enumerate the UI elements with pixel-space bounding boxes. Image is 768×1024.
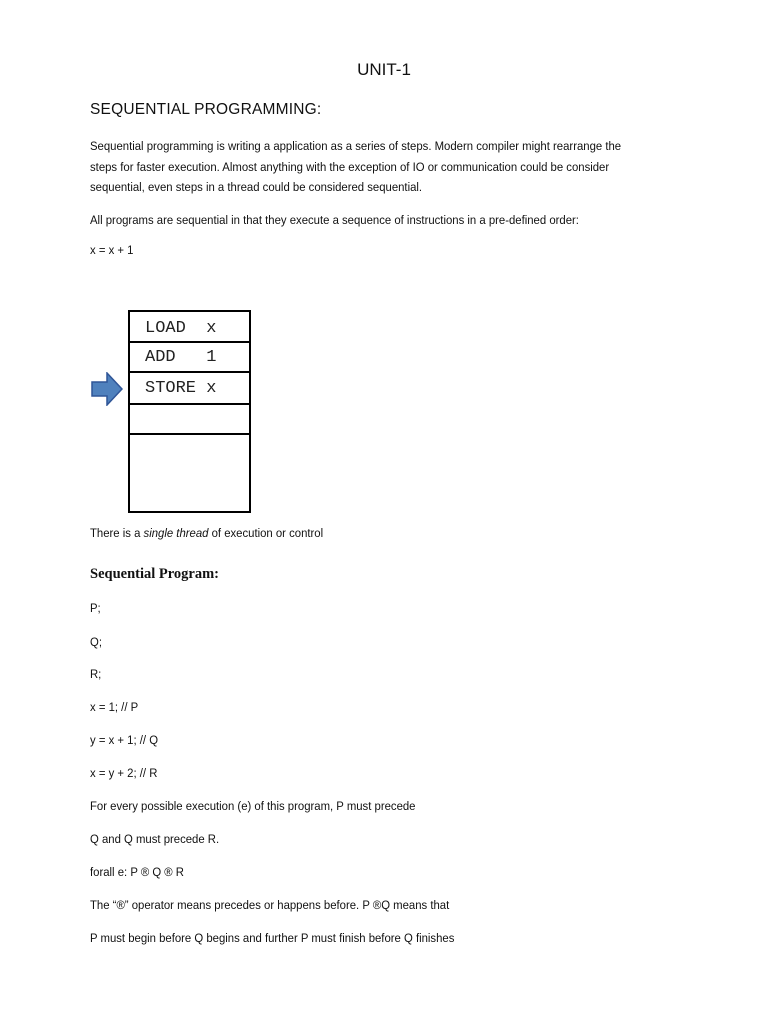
code-line: x = y + 2; // R: [90, 766, 158, 780]
thread-text-after: of execution or control: [208, 526, 324, 540]
thread-emphasis: single thread: [143, 526, 209, 540]
page-title: UNIT-1: [357, 60, 411, 79]
thread-sentence: [90, 526, 323, 540]
stack-row-store: STORE x: [130, 373, 249, 405]
stack-row-load: LOAD x: [130, 312, 249, 343]
code-line: Q;: [90, 635, 102, 649]
code-line: y = x + 1; // Q: [90, 733, 159, 747]
code-line: P;: [90, 601, 101, 615]
thread-text-before: There is a: [90, 526, 144, 540]
right-arrow-icon: [91, 372, 123, 406]
text-line: For every possible execution (e) of this program, P must precede: [90, 799, 416, 813]
code-line: R;: [90, 667, 102, 681]
programs-paragraph: All programs are sequential in that they execute a sequence of instructions in a pre-defined order:: [90, 213, 579, 227]
instruction-stack: [128, 310, 251, 513]
text-line: The “®” operator means precedes or happens before. P ®Q means that: [90, 898, 450, 912]
code-line: x = 1; // P: [90, 700, 139, 714]
program-heading: Sequential Program:: [90, 566, 220, 582]
text-line: Q and Q must precede R.: [90, 832, 220, 846]
text-line: P must begin before Q begins and further P must finish before Q finishes: [90, 931, 455, 945]
stack-row-add: ADD 1: [130, 343, 249, 373]
intro-paragraph: Sequential programming is writing a application as a series of steps. Modern compiler might rearrange the steps for faster execution. Almost anything with the exception of IO or communication could be consider sequential, even steps in a thread could be considered sequential.: [90, 139, 622, 194]
stack-row-empty: [130, 405, 249, 435]
section-heading: SEQUENTIAL PROGRAMMING:: [90, 101, 322, 118]
text-line: forall e: P ® Q ® R: [90, 865, 184, 879]
expression-line: x = x + 1: [90, 243, 134, 257]
